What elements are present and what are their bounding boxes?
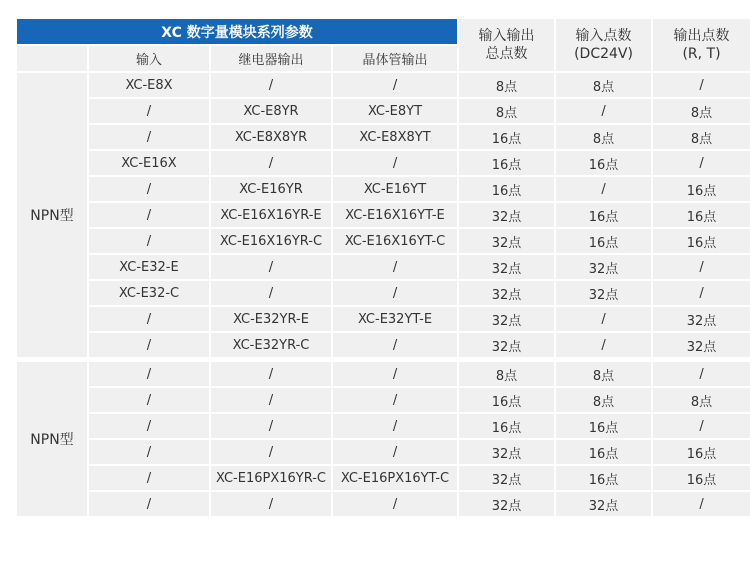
cell-input-points: 32点 bbox=[556, 281, 651, 305]
header-input-points-line1: 输入点数 bbox=[575, 28, 632, 44]
cell-output-points: 32点 bbox=[653, 333, 750, 357]
cell-relay-output: / bbox=[211, 388, 331, 412]
cell-input-points: 16点 bbox=[556, 151, 651, 175]
cell-output-points: 16点 bbox=[653, 229, 750, 253]
cell-relay-output: / bbox=[211, 440, 331, 464]
table-row bbox=[17, 151, 750, 175]
cell-input-points: 8点 bbox=[556, 125, 651, 149]
cell-input-points: / bbox=[556, 333, 651, 357]
cell-output-points: 32点 bbox=[653, 307, 750, 331]
table-row bbox=[17, 229, 750, 253]
header-blank-cell bbox=[17, 46, 87, 71]
cell-input: / bbox=[89, 388, 209, 412]
cell-relay-output: / bbox=[211, 151, 331, 175]
cell-output-points: 16点 bbox=[653, 203, 750, 227]
cell-relay-output: / bbox=[211, 73, 331, 97]
header-input: 输入 bbox=[89, 46, 209, 71]
table-row bbox=[17, 281, 750, 305]
cell-input: / bbox=[89, 362, 209, 386]
cell-transistor-output: XC-E32YT-E bbox=[333, 307, 457, 331]
cell-total-points: 8点 bbox=[459, 73, 554, 97]
cell-relay-output: / bbox=[211, 281, 331, 305]
cell-input: / bbox=[89, 307, 209, 331]
cell-input-points: 8点 bbox=[556, 388, 651, 412]
cell-output-points: / bbox=[653, 281, 750, 305]
cell-total-points: 32点 bbox=[459, 255, 554, 279]
cell-total-points: 16点 bbox=[459, 388, 554, 412]
cell-output-points: / bbox=[653, 492, 750, 516]
cell-output-points: / bbox=[653, 255, 750, 279]
cell-input: / bbox=[89, 466, 209, 490]
cell-relay-output: XC-E16PX16YR-C bbox=[211, 466, 331, 490]
cell-transistor-output: / bbox=[333, 414, 457, 438]
cell-input-points: / bbox=[556, 99, 651, 123]
cell-total-points: 16点 bbox=[459, 125, 554, 149]
table-row bbox=[17, 255, 750, 279]
cell-input-points: 16点 bbox=[556, 466, 651, 490]
cell-output-points: 16点 bbox=[653, 177, 750, 201]
cell-input: / bbox=[89, 414, 209, 438]
table-title: XC 数字量模块系列参数 bbox=[17, 19, 457, 44]
cell-input-points: 8点 bbox=[556, 73, 651, 97]
table-row bbox=[17, 440, 750, 464]
header-input-points bbox=[556, 19, 651, 71]
cell-output-points: 16点 bbox=[653, 440, 750, 464]
table-row bbox=[17, 362, 750, 386]
header-output-points-line2: (R, T) bbox=[682, 46, 721, 62]
cell-output-points: / bbox=[653, 151, 750, 175]
cell-relay-output: / bbox=[211, 492, 331, 516]
cell-transistor-output: XC-E16PX16YT-C bbox=[333, 466, 457, 490]
cell-input: / bbox=[89, 177, 209, 201]
cell-input-points: / bbox=[556, 307, 651, 331]
header-total-points-line2: 总点数 bbox=[485, 46, 528, 62]
cell-output-points: / bbox=[653, 73, 750, 97]
cell-output-points: / bbox=[653, 362, 750, 386]
group-separator-cell bbox=[17, 359, 750, 360]
cell-transistor-output: / bbox=[333, 362, 457, 386]
cell-transistor-output: XC-E16YT bbox=[333, 177, 457, 201]
table-header bbox=[17, 19, 750, 71]
table-row bbox=[17, 466, 750, 490]
table-row bbox=[17, 414, 750, 438]
cell-input: XC-E32-E bbox=[89, 255, 209, 279]
cell-output-points: 8点 bbox=[653, 99, 750, 123]
cell-transistor-output: / bbox=[333, 388, 457, 412]
cell-transistor-output: / bbox=[333, 281, 457, 305]
cell-input: XC-E8X bbox=[89, 73, 209, 97]
cell-total-points: 16点 bbox=[459, 177, 554, 201]
cell-input-points: 16点 bbox=[556, 440, 651, 464]
cell-total-points: 32点 bbox=[459, 281, 554, 305]
cell-input-points: / bbox=[556, 177, 651, 201]
cell-input: / bbox=[89, 440, 209, 464]
table-row bbox=[17, 492, 750, 516]
cell-relay-output: XC-E16X16YR-C bbox=[211, 229, 331, 253]
cell-total-points: 32点 bbox=[459, 492, 554, 516]
table-row bbox=[17, 388, 750, 412]
spec-table bbox=[15, 17, 750, 518]
table-row bbox=[17, 203, 750, 227]
cell-input-points: 32点 bbox=[556, 492, 651, 516]
cell-transistor-output: XC-E8X8YT bbox=[333, 125, 457, 149]
cell-total-points: 32点 bbox=[459, 307, 554, 331]
cell-relay-output: / bbox=[211, 362, 331, 386]
table-row bbox=[17, 177, 750, 201]
cell-input: / bbox=[89, 125, 209, 149]
group-label: NPN型 bbox=[17, 73, 87, 357]
table-row bbox=[17, 73, 750, 97]
cell-input: XC-E16X bbox=[89, 151, 209, 175]
cell-total-points: 32点 bbox=[459, 203, 554, 227]
cell-input: / bbox=[89, 492, 209, 516]
cell-input: / bbox=[89, 99, 209, 123]
cell-transistor-output: XC-E16X16YT-C bbox=[333, 229, 457, 253]
table-row bbox=[17, 307, 750, 331]
header-total-points bbox=[459, 19, 554, 71]
table-row bbox=[17, 125, 750, 149]
cell-relay-output: XC-E32YR-C bbox=[211, 333, 331, 357]
cell-transistor-output: / bbox=[333, 440, 457, 464]
cell-relay-output: XC-E32YR-E bbox=[211, 307, 331, 331]
cell-output-points: 8点 bbox=[653, 388, 750, 412]
cell-input: / bbox=[89, 229, 209, 253]
cell-transistor-output: / bbox=[333, 333, 457, 357]
cell-total-points: 16点 bbox=[459, 151, 554, 175]
cell-total-points: 32点 bbox=[459, 440, 554, 464]
cell-input: / bbox=[89, 333, 209, 357]
header-relay-output: 继电器输出 bbox=[211, 46, 331, 71]
cell-total-points: 8点 bbox=[459, 99, 554, 123]
cell-input-points: 32点 bbox=[556, 255, 651, 279]
cell-input: XC-E32-C bbox=[89, 281, 209, 305]
cell-output-points: 16点 bbox=[653, 466, 750, 490]
header-transistor-output: 晶体管输出 bbox=[333, 46, 457, 71]
header-total-points-line1: 输入输出 bbox=[478, 28, 535, 44]
cell-relay-output: / bbox=[211, 414, 331, 438]
table-body bbox=[17, 73, 750, 516]
group-separator bbox=[17, 359, 750, 360]
cell-total-points: 32点 bbox=[459, 229, 554, 253]
spec-table-container bbox=[15, 17, 736, 518]
cell-transistor-output: / bbox=[333, 73, 457, 97]
cell-relay-output: XC-E16X16YR-E bbox=[211, 203, 331, 227]
cell-input-points: 8点 bbox=[556, 362, 651, 386]
group-label: NPN型 bbox=[17, 362, 87, 516]
cell-relay-output: XC-E8X8YR bbox=[211, 125, 331, 149]
cell-total-points: 8点 bbox=[459, 362, 554, 386]
cell-relay-output: XC-E16YR bbox=[211, 177, 331, 201]
cell-output-points: 8点 bbox=[653, 125, 750, 149]
cell-total-points: 16点 bbox=[459, 414, 554, 438]
cell-transistor-output: / bbox=[333, 151, 457, 175]
cell-transistor-output: XC-E8YT bbox=[333, 99, 457, 123]
cell-relay-output: / bbox=[211, 255, 331, 279]
cell-transistor-output: XC-E16X16YT-E bbox=[333, 203, 457, 227]
cell-input-points: 16点 bbox=[556, 414, 651, 438]
header-output-points-line1: 输出点数 bbox=[673, 28, 730, 44]
cell-relay-output: XC-E8YR bbox=[211, 99, 331, 123]
cell-output-points: / bbox=[653, 414, 750, 438]
cell-transistor-output: / bbox=[333, 492, 457, 516]
table-row bbox=[17, 99, 750, 123]
cell-input: / bbox=[89, 203, 209, 227]
cell-input-points: 16点 bbox=[556, 203, 651, 227]
cell-total-points: 32点 bbox=[459, 466, 554, 490]
header-output-points bbox=[653, 19, 750, 71]
cell-transistor-output: / bbox=[333, 255, 457, 279]
cell-input-points: 16点 bbox=[556, 229, 651, 253]
cell-total-points: 32点 bbox=[459, 333, 554, 357]
header-input-points-line2: (DC24V) bbox=[574, 46, 633, 62]
table-row bbox=[17, 333, 750, 357]
